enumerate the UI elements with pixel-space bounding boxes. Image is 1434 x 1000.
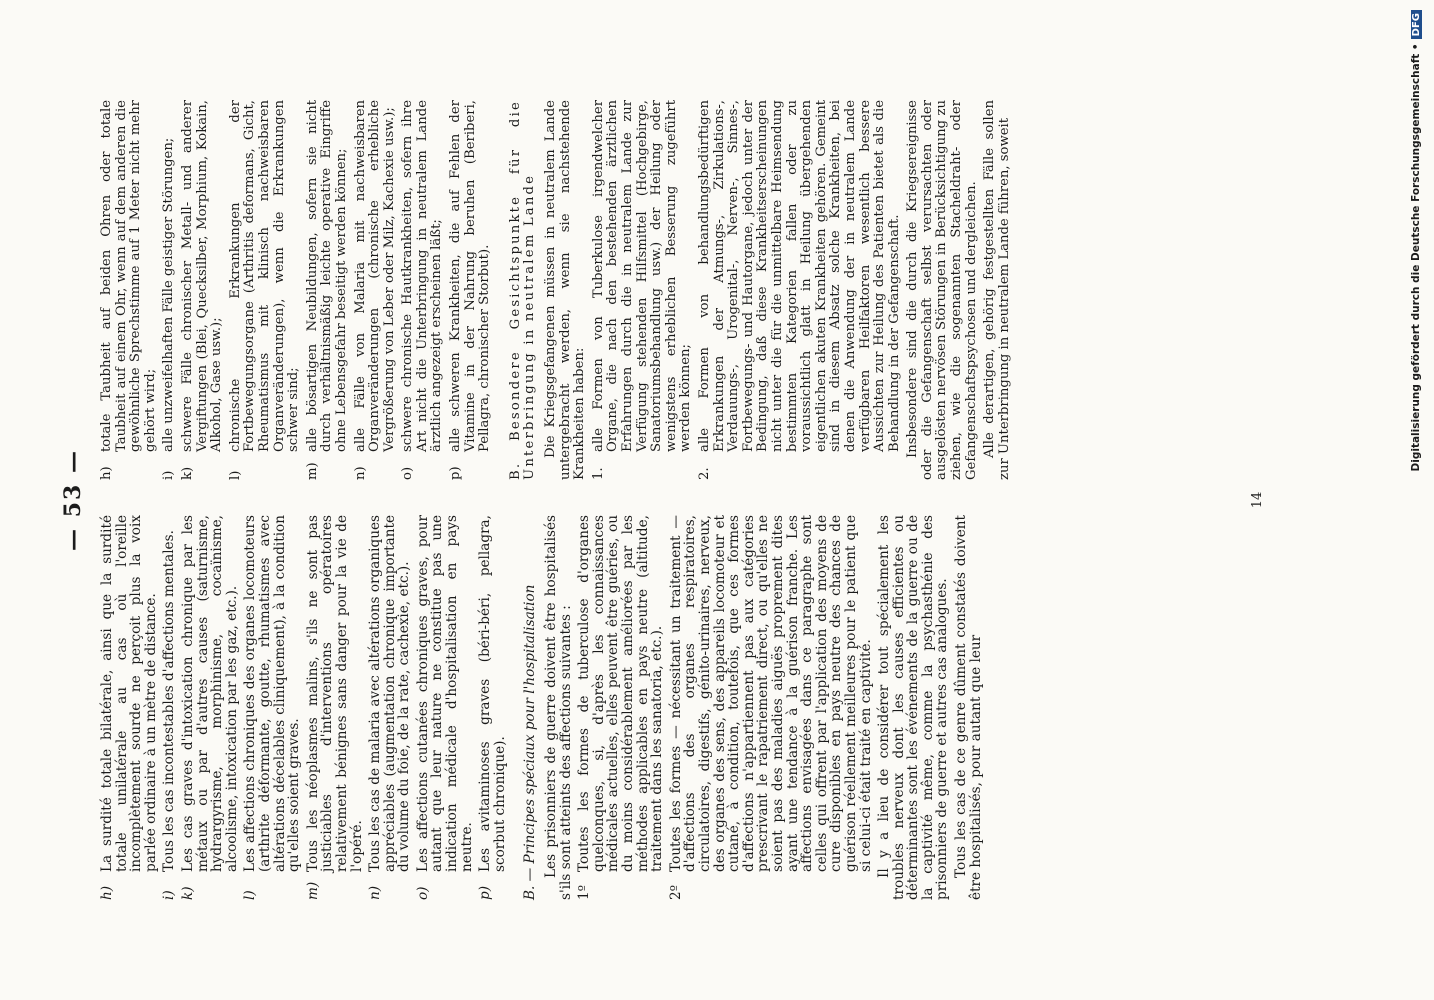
german-column (100, 100, 1016, 480)
fr-section-b-intro: Les prisonniers de guerre doivent être hospitalisés s'ils sont atteints des affections suivantes : (543, 515, 574, 900)
de-item-o: o) schwere chronische Hautkrankheiten, sofern ihre Art nicht die Unterbringung in neutralem Lande ärztlich angezeigt erscheinen läßt; (400, 100, 445, 480)
fr-item-k: k) Les cas graves d'intoxication chronique par les métaux ou par d'autres causes (saturnisme, hydrargyrisme, morphinisme, cocaïnisme, alcoolisme, intoxication par les gaz, etc.). (179, 515, 240, 900)
fr-item-m: m) Tous les néoplasmes malins, s'ils ne sont pas justiciables d'interventions opératoires relativement bénignes sans danger pour la vie de l'opéré. (304, 515, 365, 900)
digitization-note (1410, 10, 1426, 990)
french-column (100, 515, 987, 900)
de-b-item-2: 2. alle Formen von behandlungsbedürftigen Erkrankungen der Atmungs-, Zirkulations-, Verdauungs-, Urogenital-, Nerven-, Sinnes-, Fortbewegungs- und Hautorgane, jedoch unter der Bedingung, daß diese Krankheitserscheinungen nicht unter die für die unmittelbare Heimsendung bestimmten Kategorien fallen oder zu voraussichtlich glatt in Heilung übergehenden eigentlichen akuten Krankheiten gehören. Gemeint sind in diesem Absatz solche Krankheiten, bei denen die Anwendung der in neutralem Lande verfügbaren Heilfaktoren wesentlich bessere Aussichten zur Heilung des Patienten bietet als die Behandlung in der Gefangenschaft. (696, 100, 902, 480)
de-item-i: i) alle unzweifelhaften Fälle geistiger Störungen; (161, 137, 177, 480)
digitization-text: Digitalisierung gefördert durch die Deutsche Forschungsgemeinschaft • (1410, 43, 1422, 472)
fr-paragraph-2: Tous les cas de ce genre dûment constatés doivent être hospitalisés, pour autant que leur (953, 515, 984, 900)
fr-paragraph-1: Il y a lieu de considérer tout spécialement les troubles nerveux dont les causes efficientes ou déterminantes sont les événements de la guerre ou de la captivité même, comme la psychasthénie des prisonniers de guerre et autres cas analogues. (876, 515, 951, 900)
de-item-p: p) alle schweren Krankheiten, die auf Fehlen der Vitamine in der Nahrung beruhen (Beriberi, Pellagra, chronischer Storbut). (448, 100, 493, 480)
fr-b-item-1: 1º Toutes les formes de tuberculose d'organes quelconques, si, d'après les connaissances médicales actuelles, elles peuvent être guéries, ou du moins considérablement améliorées par les méthodes applicables en pays neutre (altitude, traitement dans les sanatoria, etc.). (576, 515, 666, 900)
de-item-k: k) schwere Fälle chronischer Metall- und anderer Vergiftungen (Blei, Quecksilber, Morphium, Kokain, Alkohol, Gase usw.); (179, 100, 225, 480)
de-b-item-1: 1. alle Formen von Tuberkulose irgendwelcher Organe, die nach den bestehenden ärztlichen Erfahrungen durch die in neutralem Lande zur Verfügung stehenden Hilfsmittel (Hochgebirge, Sanatoriumsbehandlung usw.) der Heilung oder wenigstens erheblichen Besserung zugeführt werden können; (590, 100, 694, 480)
fr-item-h: h) La surdité totale bilatérale, ainsi que la surdité totale unilatérale au cas où l'oreille incomplètement sourde ne perçoit plus la voix parlée ordinaire à un mètre de distance. (99, 515, 159, 900)
fr-item-i: i) Tous les cas incontestables d'affections mentales. (161, 530, 178, 900)
de-section-b-intro: Die Kriegsgefangenen müssen in neutralem Lande untergebracht werden, wenn sie nachstehende Krankheiten haben: (543, 100, 588, 480)
de-paragraph-2: Alle derartigen, gehörig festgestellten Fälle sollen zur Unterbringung in neutralem Lande führen, soweit (982, 100, 1012, 480)
de-item-l: l) chronische Erkrankungen der Fortbewegungsorgane (Arthritis deformans, Gicht, Rheumatismus mit klinisch nachweisbaren Organveränderungen), wenn die Erkrankungen schwer sind; (227, 100, 302, 480)
de-item-n: n) alle Fälle von Malaria mit nachweisbaren Organveränderungen (chronische erhebliche Vergrößerung von Leber oder Milz, Kachexie usw.); (352, 100, 397, 480)
page-number: — 53 — (60, 449, 86, 551)
de-paragraph-1: Insbesondere sind die durch die Kriegsereignisse oder die Gefangenschaft selbst verursachten oder ausgelösten nervösen Störungen in Berücksichtigung zu ziehen, wie die sogenannten Stacheldraht- oder Gefangenschaftspsychosen und dergleichen. (905, 100, 979, 480)
fr-item-l: l) Les affections chroniques des organes locomoteurs (arthrite déformante, goutte, rhumatismes avec altérations décelables cliniquement), à la condition qu'elles soient graves. (242, 515, 303, 900)
fr-b-item-2: 2º Toutes les formes — nécessitant un traitement — d'affections des organes respiratoires, circulatoires, digestifs, génito-urinaires, nerveux, des organes des sens, des appareils locomoteur et cutané, à condition, toutefois, que ces formes d'affections n'appartiennent pas aux catégories prescrivant le rapatriement direct, ou qu'elles ne soient pas des maladies aiguës proprement dites ayant une tendance à la guérison franche. Les affections envisagées dans ce paragraphe sont celles qui offrent par l'application des moyens de cure disponibles en pays neutre des chances de guérison réellement meilleures pour le patient que si celui-ci était traité en captivité. (667, 515, 874, 900)
fr-item-n: n) Tous les cas de malaria avec altérations organiques appréciables (augmentation chronique importante du volume du foie, de la rate, cachexie, etc.). (367, 515, 413, 900)
dfg-logo: DFG (1411, 10, 1422, 39)
fr-section-b-title: B. — Principes spéciaux pour l'hospitalisation (522, 584, 539, 900)
fr-item-o: o) Les affections cutanées chroniques graves, pour autant que leur nature ne constitue pas une indication médicale d'hospitalisation en pays neutre. (414, 515, 475, 900)
fr-item-p: p) Les avitaminoses graves (béri-béri, pellagra, scorbut chronique). (477, 515, 508, 900)
de-section-b-title: B. Besondere Gesichtspunkte für die Unterbringung in neutralem Lande (507, 100, 538, 480)
footer-page-index: 14 (1250, 491, 1265, 509)
de-item-h: h) totale Taubheit auf beiden Ohren oder totale Taubheit auf einem Ohr, wenn auf dem anderen die gewöhnliche Sprechstimme auf 1 Meter nicht mehr gehört wird; (99, 100, 158, 480)
de-item-m: m) alle bösartigen Neubildungen, sofern sie nicht durch verhältnismäßig leichte operative Eingriffe ohne Lebensgefahr beseitigt werden können; (304, 100, 349, 480)
